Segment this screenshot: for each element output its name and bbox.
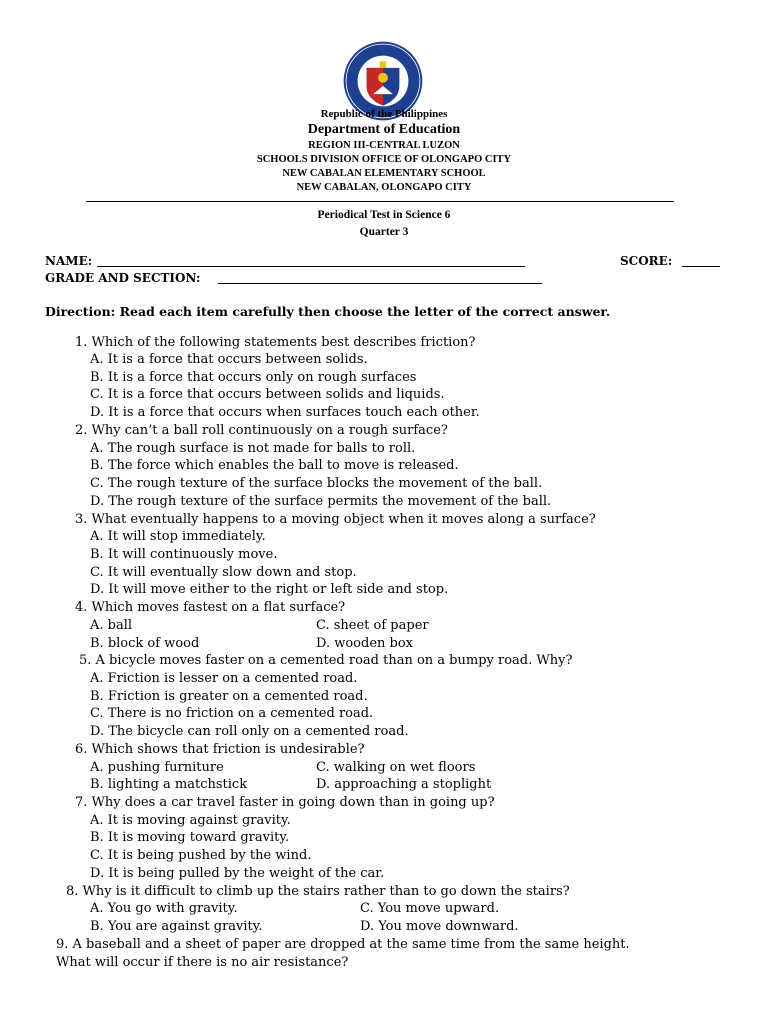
score-field[interactable] <box>682 266 720 267</box>
choice-5c: C. There is no friction on a cemented road. <box>90 706 374 721</box>
question-8: 8. Why is it difficult to climb up the stairs rather than to go down the stairs? <box>66 884 570 899</box>
grade-section-field[interactable] <box>218 283 542 284</box>
choice-2a: A. The rough surface is not made for balls to roll. <box>90 441 416 456</box>
address-line: NEW CABALAN, OLONGAPO CITY <box>296 182 472 193</box>
department-line: Department of Education <box>307 122 461 137</box>
direction-text: Direction: Read each item carefully then choose the letter of the correct answer. <box>45 304 611 319</box>
score-label: SCORE: <box>620 254 673 268</box>
choice-7d: D. It is being pulled by the weight of the car. <box>90 866 385 881</box>
choice-3b: B. It will continuously move. <box>90 547 278 562</box>
choice-1a: A. It is a force that occurs between solids. <box>90 352 368 367</box>
question-9-cont: What will occur if there is no air resistance? <box>56 955 349 970</box>
choice-1d: D. It is a force that occurs when surfaces touch each other. <box>90 405 480 420</box>
choice-8b: B. You are against gravity. <box>90 919 263 934</box>
question-6: 6. Which shows that friction is undesirable? <box>75 742 365 757</box>
choice-6c: C. walking on wet floors <box>316 760 476 775</box>
question-9: 9. A baseball and a sheet of paper are dropped at the same time from the same height. <box>56 937 630 952</box>
choice-1b: B. It is a force that occurs only on rough surfaces <box>90 370 417 385</box>
choice-5b: B. Friction is greater on a cemented road. <box>90 689 368 704</box>
school-line: NEW CABALAN ELEMENTARY SCHOOL <box>282 168 486 179</box>
republic-line: Republic of the Philippines <box>320 108 448 120</box>
choice-4d: D. wooden box <box>316 636 414 651</box>
choice-7a: A. It is moving against gravity. <box>90 813 291 828</box>
question-3: 3. What eventually happens to a moving object when it moves along a surface? <box>75 512 596 527</box>
choice-5a: A. Friction is lesser on a cemented road. <box>90 671 358 686</box>
choice-8c: C. You move upward. <box>360 901 500 916</box>
region-line: REGION III-CENTRAL LUZON <box>308 140 460 151</box>
question-4: 4. Which moves fastest on a flat surface? <box>75 600 346 615</box>
question-1: 1. Which of the following statements best describes friction? <box>75 335 476 350</box>
question-5: 5. A bicycle moves faster on a cemented road than on a bumpy road. Why? <box>79 653 573 668</box>
choice-8a: A. You go with gravity. <box>90 901 238 916</box>
question-2: 2. Why can’t a ball roll continuously on a rough surface? <box>75 423 448 438</box>
choice-3a: A. It will stop immediately. <box>90 529 266 544</box>
choice-3d: D. It will move either to the right or left side and stop. <box>90 582 449 597</box>
test-title: Periodical Test in Science 6 <box>317 209 451 221</box>
choice-2d: D. The rough texture of the surface permits the movement of the ball. <box>90 494 552 509</box>
choice-8d: D. You move downward. <box>360 919 519 934</box>
header-divider <box>86 201 674 202</box>
grade-section-label: GRADE AND SECTION: <box>45 271 201 285</box>
choice-4c: C. sheet of paper <box>316 618 429 633</box>
choice-2b: B. The force which enables the ball to move is released. <box>90 458 459 473</box>
division-line: SCHOOLS DIVISION OFFICE OF OLONGAPO CITY <box>256 154 512 165</box>
choice-6b: B. lighting a matchstick <box>90 777 248 792</box>
choice-7c: C. It is being pushed by the wind. <box>90 848 312 863</box>
choice-4b: B. block of wood <box>90 636 200 651</box>
choice-7b: B. It is moving toward gravity. <box>90 830 290 845</box>
choice-1c: C. It is a force that occurs between solids and liquids. <box>90 387 445 402</box>
choice-5d: D. The bicycle can roll only on a cemented road. <box>90 724 409 739</box>
choice-2c: C. The rough texture of the surface blocks the movement of the ball. <box>90 476 543 491</box>
choice-4a: A. ball <box>90 618 133 633</box>
name-field[interactable] <box>97 266 525 267</box>
name-label: NAME: <box>45 254 93 268</box>
choice-3c: C. It will eventually slow down and stop. <box>90 565 357 580</box>
quarter-label: Quarter 3 <box>359 226 409 238</box>
choice-6a: A. pushing furniture <box>90 760 224 775</box>
question-7: 7. Why does a car travel faster in going down than in going up? <box>75 795 495 810</box>
choice-6d: D. approaching a stoplight <box>316 777 492 792</box>
